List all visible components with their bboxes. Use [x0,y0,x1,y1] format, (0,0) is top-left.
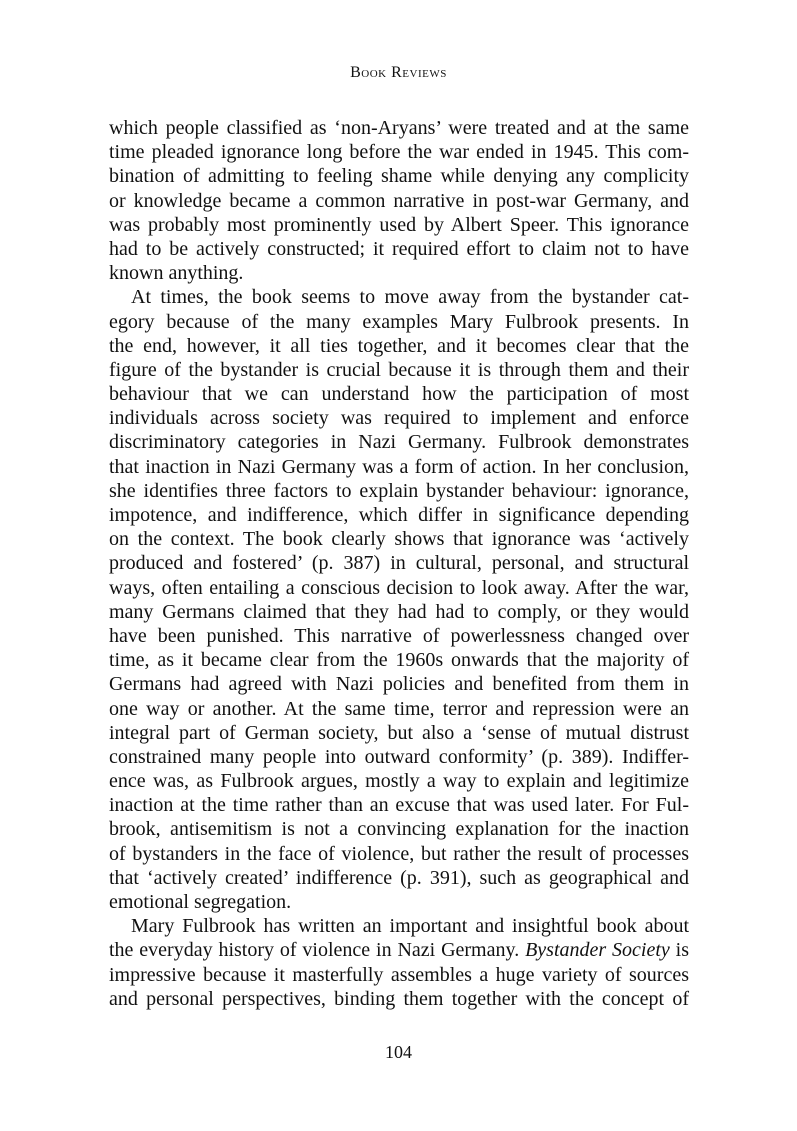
text-line: have been punished. This narrative of powerlessness changed over [109,624,689,647]
text-line: emotional segregation. [109,891,292,913]
text-line: ence was, as Fulbrook argues, mostly a way to explain and legitimize [109,770,689,793]
text-line: which people classified as ‘non-Aryans’ were treated and at the same [109,117,689,139]
text-line: figure of the bystander is crucial because it is through them and their [109,358,689,381]
text-line: many Germans claimed that they had had to comply, or they would [109,600,689,623]
text-line: Germans had agreed with Nazi policies and benefited from them in [109,673,689,696]
book-title-italic: Bystander Society [525,939,670,962]
text-line: was probably most prominently used by Albert Speer. This ignorance [109,213,689,236]
text-line: time, as it became clear from the 1960s onwards that the majority of [109,649,689,672]
text-line: inaction at the time rather than an excuse that was used later. For Ful- [109,794,689,817]
text-line: time pleaded ignorance long before the war ended in 1945. This com- [109,141,689,164]
text-line [109,938,689,962]
body-text [109,116,689,1011]
text-line: and personal perspectives, binding them together with the concept of [109,987,689,1010]
text-line: had to be actively constructed; it required effort to claim not to have [109,237,689,260]
text-line: known anything. [109,262,244,285]
text-line: egory because of the many examples Mary Fulbrook presents. In [109,310,689,333]
text-line: brook, antisemitism is not a convincing explanation for the inaction [109,818,689,841]
text-line: discriminatory categories in Nazi Germany. Fulbrook demonstrates [109,431,689,454]
text-fragment: is [675,939,690,962]
text-line: bination of admitting to feeling shame while denying any complicity [109,165,689,188]
page-number: 104 [385,1042,412,1062]
text-fragment: the everyday history of violence in Nazi Germany. [109,939,520,962]
text-line: produced and fostered’ (p. 387) in cultural, personal, and structural [109,552,689,575]
text-line: ways, often entailing a conscious decision to look away. After the war, [109,576,689,599]
text-line: she identifies three factors to explain bystander behaviour: ignorance, [109,479,689,502]
text-line: that inaction in Nazi Germany was a form of action. In her conclusion, [109,455,689,478]
text-line: behaviour that we can understand how the participation of most [109,383,689,406]
text-line: At times, the book seems to move away from the bystander cat- [131,286,689,309]
text-line: one way or another. At the same time, terror and repression were an [109,697,689,720]
text-line: or knowledge became a common narrative in post-war Germany, and [109,189,689,212]
text-line: of bystanders in the face of violence, but rather the result of processes [109,842,689,865]
text-line: impotence, and indifference, which differ in significance depending [109,504,689,526]
text-line: the end, however, it all ties together, and it becomes clear that the [109,334,689,357]
text-line: impressive because it masterfully assembles a huge variety of sources [109,963,689,986]
text-line: integral part of German society, but also a ‘sense of mutual distrust [109,721,689,744]
running-header: Book Reviews [350,64,447,81]
text-line: Mary Fulbrook has written an important and insightful book about [131,915,689,938]
text-line: that ‘actively created’ indifference (p. 391), such as geographical and [109,866,689,889]
text-line: on the context. The book clearly shows that ignorance was ‘actively [109,528,689,551]
text-line: individuals across society was required to implement and enforce [109,407,689,430]
text-line: constrained many people into outward conformity’ (p. 389). Indiffer- [109,745,689,768]
